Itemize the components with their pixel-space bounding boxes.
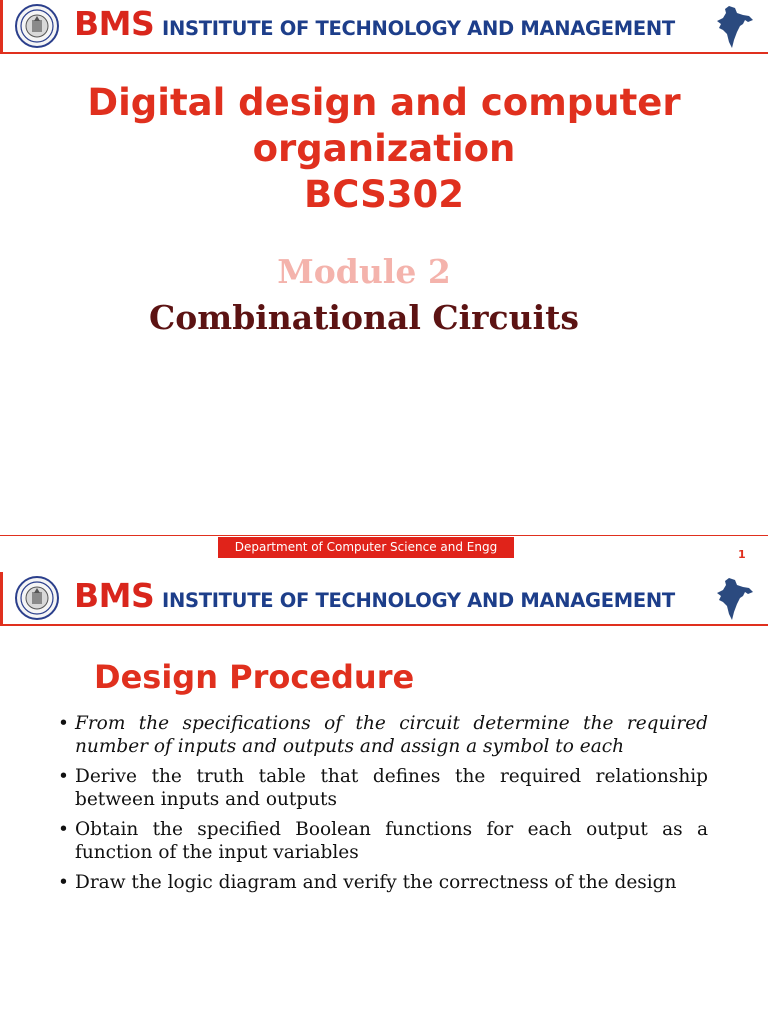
- slide-header: [0, 572, 768, 626]
- course-title: [0, 80, 768, 218]
- brand-institute: INSTITUTE OF TECHNOLOGY AND MANAGEMENT: [162, 17, 675, 40]
- india-map-icon: [713, 576, 755, 622]
- page-number: 1: [738, 548, 746, 561]
- list-item-text: From the specifications of the circuit determine the required number of inputs and outputs and assign a symbol to each: [75, 713, 708, 757]
- module-subtitle: Combinational Circuits: [149, 298, 579, 337]
- list-item: [58, 712, 708, 758]
- footer-rule: [0, 535, 768, 536]
- header-accent-bar: [0, 0, 3, 54]
- bullet-glyph: •: [58, 872, 69, 893]
- institute-seal-icon: [14, 575, 60, 621]
- institute-seal-icon: [14, 3, 60, 49]
- brand-bms: BMS: [74, 4, 155, 43]
- brand-institute: INSTITUTE OF TECHNOLOGY AND MANAGEMENT: [162, 589, 675, 612]
- list-item-text: Derive the truth table that defines the required relationship between inputs and outputs: [75, 766, 708, 810]
- bullet-glyph: •: [58, 766, 69, 787]
- header-accent-bar: [0, 572, 3, 626]
- course-title-line-1: Digital design and computer: [87, 81, 681, 124]
- department-footer: Department of Computer Science and Engg: [218, 537, 514, 558]
- list-item-text: Draw the logic diagram and verify the correctness of the design: [75, 872, 677, 893]
- india-map-icon: [713, 4, 755, 50]
- list-item: [58, 818, 708, 864]
- header-rule: [0, 624, 768, 626]
- header-rule: [0, 52, 768, 54]
- slide-2: [0, 572, 768, 1024]
- list-item: [58, 765, 708, 811]
- procedure-list: [58, 712, 708, 901]
- course-code: BCS302: [304, 173, 464, 216]
- brand-bms: BMS: [74, 576, 155, 615]
- module-label: Module 2: [277, 252, 451, 291]
- list-item: [58, 871, 708, 894]
- slide-header: [0, 0, 768, 54]
- list-item-text: Obtain the specified Boolean functions for each output as a function of the input variables: [75, 819, 708, 863]
- bullet-glyph: •: [58, 713, 69, 734]
- course-title-line-2: organization: [252, 127, 516, 170]
- section-title: Design Procedure: [94, 658, 415, 696]
- bullet-glyph: •: [58, 819, 69, 840]
